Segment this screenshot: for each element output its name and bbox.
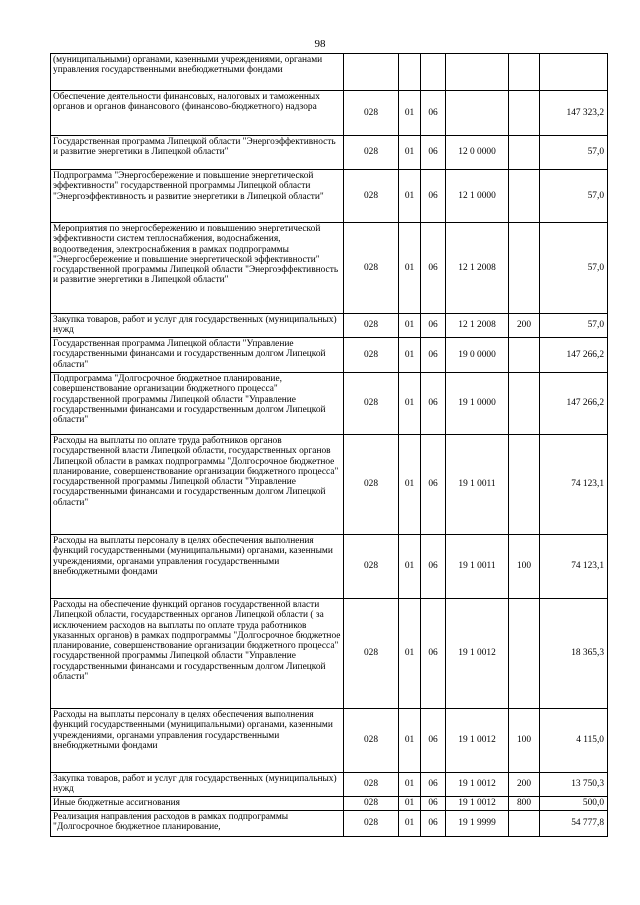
expense-type-cell: 100 (509, 709, 540, 773)
target-article-cell: 19 1 9999 (446, 811, 509, 837)
expense-type-cell: 200 (509, 773, 540, 797)
target-article-cell: 19 1 0012 (446, 599, 509, 709)
ministry-code-cell: 028 (344, 709, 399, 773)
expense-type-cell (509, 136, 540, 170)
expense-type-cell (509, 811, 540, 837)
row-name-cell: Расходы на выплаты персоналу в целях обеспечения выполнения функций государственными (муниципальными) органами, казенными учреждениями, органами управления государственными внебюджетными фондами (51, 535, 344, 599)
subsection-code-cell: 06 (421, 811, 446, 837)
expense-type-cell (509, 170, 540, 223)
ministry-code-cell: 028 (344, 435, 399, 535)
subsection-code-cell (421, 54, 446, 91)
table-row (51, 797, 608, 811)
ministry-code-cell: 028 (344, 136, 399, 170)
target-article-cell: 12 1 0000 (446, 170, 509, 223)
amount-cell: 57,0 (540, 223, 608, 314)
section-code-cell: 01 (399, 170, 421, 223)
expense-type-cell: 800 (509, 797, 540, 811)
table-row (51, 535, 608, 599)
subsection-code-cell: 06 (421, 170, 446, 223)
table-row (51, 338, 608, 373)
amount-cell: 18 365,3 (540, 599, 608, 709)
section-code-cell (399, 54, 421, 91)
target-article-cell: 12 1 2008 (446, 314, 509, 338)
amount-cell: 500,0 (540, 797, 608, 811)
section-code-cell: 01 (399, 91, 421, 136)
subsection-code-cell: 06 (421, 91, 446, 136)
ministry-code-cell: 028 (344, 91, 399, 136)
amount-cell: 74 123,1 (540, 535, 608, 599)
ministry-code-cell: 028 (344, 373, 399, 435)
target-article-cell (446, 91, 509, 136)
target-article-cell: 12 0 0000 (446, 136, 509, 170)
table-row (51, 223, 608, 314)
amount-cell: 57,0 (540, 170, 608, 223)
row-name-cell: Мероприятия по энергосбережению и повышению энергетической эффективности систем теплоснабжения, водоснабжения, водоотведения, электроснабжения в рамках подпрограммы "Энергосбережение и повышение энергетической эффективности" государственной программы Липецкой области "Энергоэффективность и развитие энергетики в Липецкой области" (51, 223, 344, 314)
amount-cell: 4 115,0 (540, 709, 608, 773)
subsection-code-cell: 06 (421, 599, 446, 709)
target-article-cell: 19 1 0011 (446, 435, 509, 535)
expense-type-cell (509, 599, 540, 709)
table-row (51, 54, 608, 91)
target-article-cell (446, 54, 509, 91)
target-article-cell: 19 1 0012 (446, 797, 509, 811)
amount-cell: 147 266,2 (540, 373, 608, 435)
budget-table (50, 53, 608, 837)
row-name-cell: Реализация направления расходов в рамках подпрограммы "Долгосрочное бюджетное планирование, (51, 811, 344, 837)
row-name-cell: Государственная программа Липецкой области "Управление государственными финансами и государственным долгом Липецкой области" (51, 338, 344, 373)
table-row (51, 599, 608, 709)
section-code-cell: 01 (399, 314, 421, 338)
row-name-cell: Расходы на обеспечение функций органов государственной власти Липецкой области, государственных органов Липецкой области ( за исключением расходов на выплаты по оплате труда работников указанных органов) в рамках подпрограммы "Долгосрочное бюджетное планирование, совершенствование организации бюджетного процесса" государственной программы Липецкой области "Управление государственными финансами и государственным долгом Липецкой области" (51, 599, 344, 709)
ministry-code-cell: 028 (344, 314, 399, 338)
target-article-cell: 12 1 2008 (446, 223, 509, 314)
row-name-cell: (муниципальными) органами, казенными учреждениями, органами управления государственными внебюджетными фондами (51, 54, 344, 91)
target-article-cell: 19 1 0000 (446, 373, 509, 435)
subsection-code-cell: 06 (421, 373, 446, 435)
expense-type-cell (509, 54, 540, 91)
table-row (51, 91, 608, 136)
subsection-code-cell: 06 (421, 338, 446, 373)
row-name-cell: Подпрограмма "Энергосбережение и повышение энергетической эффективности" государственной программы Липецкой области "Энергоэффективность и развитие энергетики в Липецкой области" (51, 170, 344, 223)
ministry-code-cell: 028 (344, 170, 399, 223)
amount-cell: 57,0 (540, 136, 608, 170)
expense-type-cell: 200 (509, 314, 540, 338)
table-row (51, 709, 608, 773)
target-article-cell: 19 1 0012 (446, 709, 509, 773)
section-code-cell: 01 (399, 435, 421, 535)
page-number: 98 (314, 38, 326, 50)
ministry-code-cell (344, 54, 399, 91)
section-code-cell: 01 (399, 797, 421, 811)
expense-type-cell: 100 (509, 535, 540, 599)
ministry-code-cell: 028 (344, 535, 399, 599)
subsection-code-cell: 06 (421, 223, 446, 314)
row-name-cell: Расходы на выплаты по оплате труда работников органов государственной власти Липецкой области, государственных органов Липецкой области в рамках подпрограммы "Долгосрочное бюджетное планирование, совершенствование организации бюджетного процесса" государственной программы Липецкой области "Управление государственными финансами и государственным долгом Липецкой области" (51, 435, 344, 535)
amount-cell: 13 750,3 (540, 773, 608, 797)
ministry-code-cell: 028 (344, 811, 399, 837)
table-row (51, 773, 608, 797)
amount-cell: 57,0 (540, 314, 608, 338)
row-name-cell: Закупка товаров, работ и услуг для государственных (муниципальных) нужд (51, 314, 344, 338)
subsection-code-cell: 06 (421, 709, 446, 773)
table-row (51, 811, 608, 837)
subsection-code-cell: 06 (421, 435, 446, 535)
expense-type-cell (509, 373, 540, 435)
table-row (51, 373, 608, 435)
amount-cell: 74 123,1 (540, 435, 608, 535)
section-code-cell: 01 (399, 709, 421, 773)
row-name-cell: Закупка товаров, работ и услуг для государственных (муниципальных) нужд (51, 773, 344, 797)
ministry-code-cell: 028 (344, 599, 399, 709)
table-row (51, 435, 608, 535)
row-name-cell: Расходы на выплаты персоналу в целях обеспечения выполнения функций государственными (муниципальными) органами, казенными учреждениями, органами управления государственными внебюджетными фондами (51, 709, 344, 773)
amount-cell (540, 54, 608, 91)
row-name-cell: Обеспечение деятельности финансовых, налоговых и таможенных органов и органов финансового (финансово-бюджетного) надзора (51, 91, 344, 136)
expense-type-cell (509, 223, 540, 314)
amount-cell: 54 777,8 (540, 811, 608, 837)
row-name-cell: Подпрограмма "Долгосрочное бюджетное планирование, совершенствование организации бюджетного процесса" государственной программы Липецкой области "Управление государственными финансами и государственным долгом Липецкой области" (51, 373, 344, 435)
row-name-cell: Иные бюджетные ассигнования (51, 797, 344, 811)
section-code-cell: 01 (399, 373, 421, 435)
ministry-code-cell: 028 (344, 338, 399, 373)
section-code-cell: 01 (399, 338, 421, 373)
subsection-code-cell: 06 (421, 314, 446, 338)
ministry-code-cell: 028 (344, 773, 399, 797)
target-article-cell: 19 1 0011 (446, 535, 509, 599)
section-code-cell: 01 (399, 773, 421, 797)
subsection-code-cell: 06 (421, 797, 446, 811)
expense-type-cell (509, 91, 540, 136)
ministry-code-cell: 028 (344, 797, 399, 811)
target-article-cell: 19 0 0000 (446, 338, 509, 373)
amount-cell: 147 266,2 (540, 338, 608, 373)
row-name-cell: Государственная программа Липецкой области "Энергоэффективность и развитие энергетики в Липецкой области" (51, 136, 344, 170)
section-code-cell: 01 (399, 223, 421, 314)
expense-type-cell (509, 435, 540, 535)
section-code-cell: 01 (399, 811, 421, 837)
ministry-code-cell: 028 (344, 223, 399, 314)
subsection-code-cell: 06 (421, 535, 446, 599)
section-code-cell: 01 (399, 599, 421, 709)
table-row (51, 170, 608, 223)
table-row (51, 136, 608, 170)
target-article-cell: 19 1 0012 (446, 773, 509, 797)
amount-cell: 147 323,2 (540, 91, 608, 136)
section-code-cell: 01 (399, 136, 421, 170)
subsection-code-cell: 06 (421, 773, 446, 797)
section-code-cell: 01 (399, 535, 421, 599)
table-row (51, 314, 608, 338)
expense-type-cell (509, 338, 540, 373)
subsection-code-cell: 06 (421, 136, 446, 170)
